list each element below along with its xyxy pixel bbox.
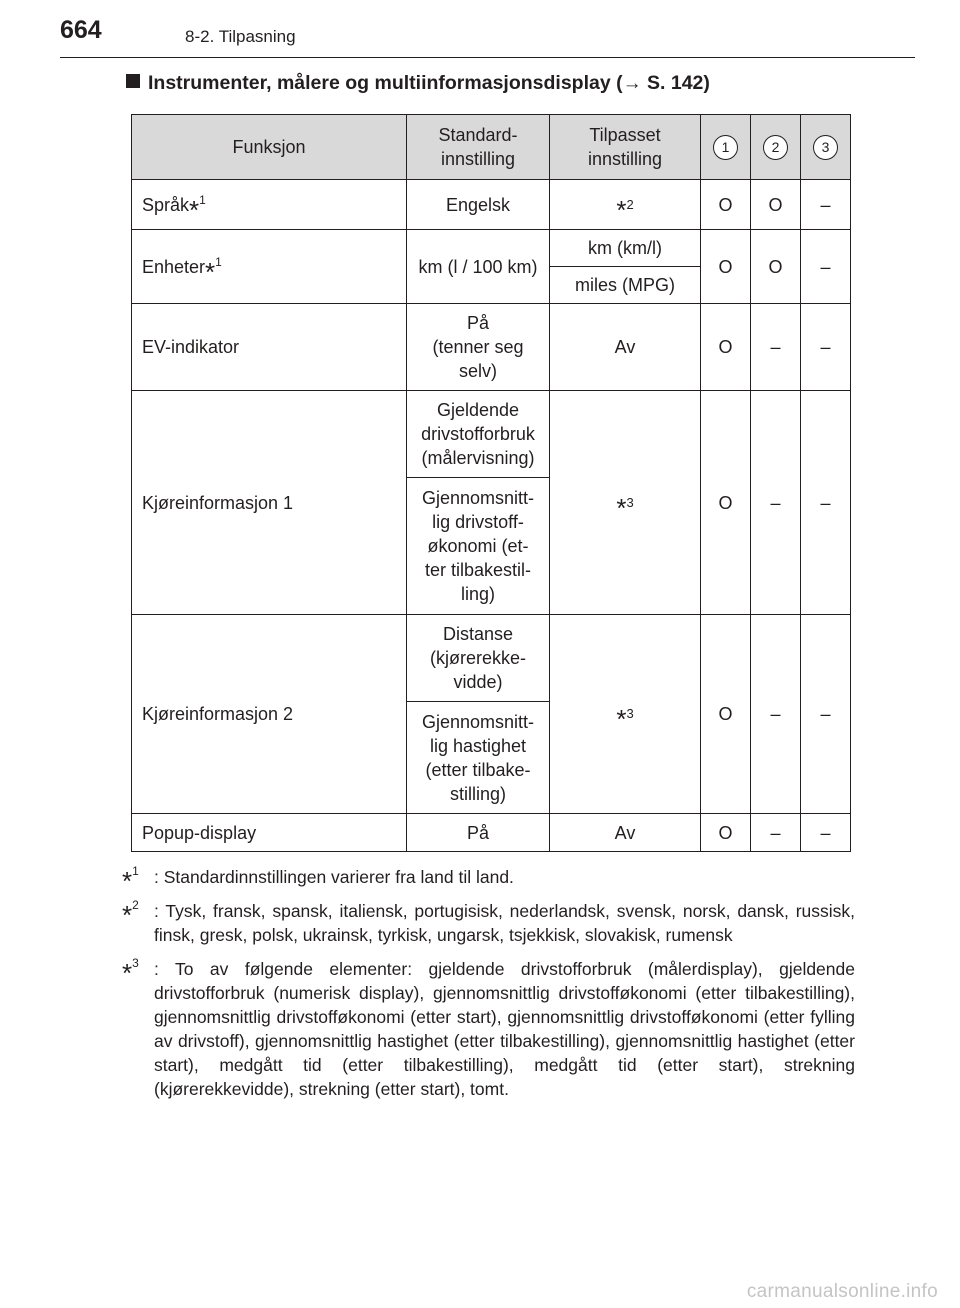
header-col2 — [751, 115, 801, 180]
circled-number-3-icon: 3 — [813, 135, 838, 160]
header-default: Standard- innstilling — [407, 115, 550, 180]
cell-col2: O — [751, 180, 801, 230]
cell-col2: O — [751, 230, 801, 304]
cell-function: EV-indikator — [132, 304, 407, 391]
cell-col3: – — [801, 615, 851, 814]
asterisk-icon: * — [122, 866, 133, 896]
cell-default: Gjennomsnitt- lig hastighet (etter tilbake- stilling) — [407, 702, 550, 814]
cell-col3: – — [801, 391, 851, 615]
cell-col1: O — [701, 180, 751, 230]
cell-function: Språk*$^1$ — [132, 180, 407, 230]
asterisk-icon: * — [616, 492, 627, 523]
section-heading — [126, 72, 710, 95]
cell-col3: – — [801, 814, 851, 852]
cell-default: På — [407, 814, 550, 852]
header-function: Funksjon — [132, 115, 407, 180]
header-custom: Tilpasset innstilling — [550, 115, 701, 180]
cell-custom: *2 — [550, 180, 701, 230]
table-row — [132, 814, 851, 852]
cell-custom: km (km/l) — [550, 230, 701, 267]
circled-number-1-icon: 1 — [713, 135, 738, 160]
cell-default: Distanse (kjørerekke- vidde) — [407, 615, 550, 702]
cell-default: Engelsk — [407, 180, 550, 230]
footnote-text: : To av følgende elementer: gjeldende drivstofforbruk (målerdisplay), gjeldende drivstofforbruk (numerisk display), gjennomsnittlig drivstofføkonomi (etter tilbakestilling), gjennomsnittlig drivstofføkonomi (etter start), gjennomsnittlig drivstofføkonomi (etter fylling av drivstoff), gjennomsnittlig hastighet (etter tilbakestilling), gjennomsnittlig hastighet (etter start), medgått tid (etter tilbakestilling), medgått tid (etter start), strekning (kjørerekkevidde), strekning (etter start), tomt. — [154, 959, 855, 1099]
cell-col1: O — [701, 814, 751, 852]
chapter-title: 8-2. Tilpasning — [185, 27, 296, 46]
asterisk-icon: * — [616, 194, 627, 225]
header-col1 — [701, 115, 751, 180]
table-row — [132, 304, 851, 391]
watermark: carmanualsonline.info — [746, 1281, 938, 1302]
cell-col2: – — [751, 615, 801, 814]
asterisk-icon: * — [122, 958, 133, 988]
cell-col1: O — [701, 304, 751, 391]
asterisk-icon: * — [189, 194, 200, 225]
cell-default: Gjeldende drivstofforbruk (målervisning) — [407, 391, 550, 478]
cell-default: Gjennomsnitt- lig drivstoff- økonomi (et- ter tilbakestil- ling) — [407, 478, 550, 615]
footnote-text: : Standardinnstillingen varierer fra land til land. — [154, 867, 514, 887]
cell-custom: *3 — [550, 391, 701, 615]
cell-col2: – — [751, 304, 801, 391]
footnote-1: *$^1$ : Standardinnstillingen varierer fra land til land. — [122, 864, 514, 896]
cell-custom: Av — [550, 304, 701, 391]
cell-function: Kjøreinformasjon 2 — [132, 615, 407, 814]
circled-number-2-icon: 2 — [763, 135, 788, 160]
cell-custom: *3 — [550, 615, 701, 814]
cell-col3: – — [801, 180, 851, 230]
table-header-row — [132, 115, 851, 180]
page-number: 664 — [60, 16, 102, 44]
footnote-2: *$^2$ : Tysk, fransk, spansk, italiensk, portugisisk, nederlandsk, svensk, norsk, dansk, russisk, finsk, gresk, polsk, ukrainsk, tyrkisk, ungarsk, tsjekkisk, slovakisk, rumensk — [122, 898, 855, 945]
cell-default: På (tenner seg selv) — [407, 304, 550, 391]
cell-custom: Av — [550, 814, 701, 852]
header-divider — [60, 57, 915, 58]
cell-col3: – — [801, 230, 851, 304]
cell-col3: – — [801, 304, 851, 391]
header-col3 — [801, 115, 851, 180]
asterisk-icon: * — [616, 704, 627, 734]
cell-function: Popup-display — [132, 814, 407, 852]
table-row — [132, 391, 851, 478]
cell-function: Enheter*$^1$ — [132, 230, 407, 304]
cell-function: Kjøreinformasjon 1 — [132, 391, 407, 615]
cell-custom: miles (MPG) — [550, 267, 701, 304]
cell-default: km (l / 100 km) — [407, 230, 550, 304]
cell-col2: – — [751, 814, 801, 852]
table-row — [132, 615, 851, 702]
asterisk-icon: * — [122, 900, 133, 930]
section-page-ref[interactable]: S. 142) — [641, 72, 710, 94]
square-bullet-icon — [126, 74, 140, 88]
table-row — [132, 230, 851, 267]
cell-col2: – — [751, 391, 801, 615]
section-title: Instrumenter, målere og multiinformasjonsdisplay ( — [148, 72, 623, 94]
asterisk-icon: * — [205, 256, 216, 287]
cell-col1: O — [701, 230, 751, 304]
table-row — [132, 180, 851, 230]
footnote-3: *$^3$ : To av følgende elementer: gjeldende drivstofforbruk (målerdisplay), gjeldende drivstofforbruk (numerisk display), gjennomsnittlig drivstofføkonomi (etter tilbakestilling), gjennomsnittlig drivstofføkonomi (etter start), gjennomsnittlig drivstofføkonomi (etter fylling av drivstoff), gjennomsnittlig hastighet (etter tilbakestilling), gjennomsnittlig hastighet (etter start), medgått tid (etter tilbakestilling), medgått tid (etter start), strekning (kjørerekkevidde), strekning (etter start), tomt. — [122, 956, 855, 1099]
footnotes — [122, 865, 855, 1111]
cell-col1: O — [701, 615, 751, 814]
settings-table — [131, 114, 851, 852]
footnote-text: : Tysk, fransk, spansk, italiensk, portugisisk, nederlandsk, svensk, norsk, dansk, russisk, finsk, gresk, polsk, ukrainsk, tyrkisk, ungarsk, tsjekkisk, slovakisk, rumensk — [154, 901, 855, 945]
cell-col1: O — [701, 391, 751, 615]
arrow-right-icon: → — [622, 73, 642, 94]
